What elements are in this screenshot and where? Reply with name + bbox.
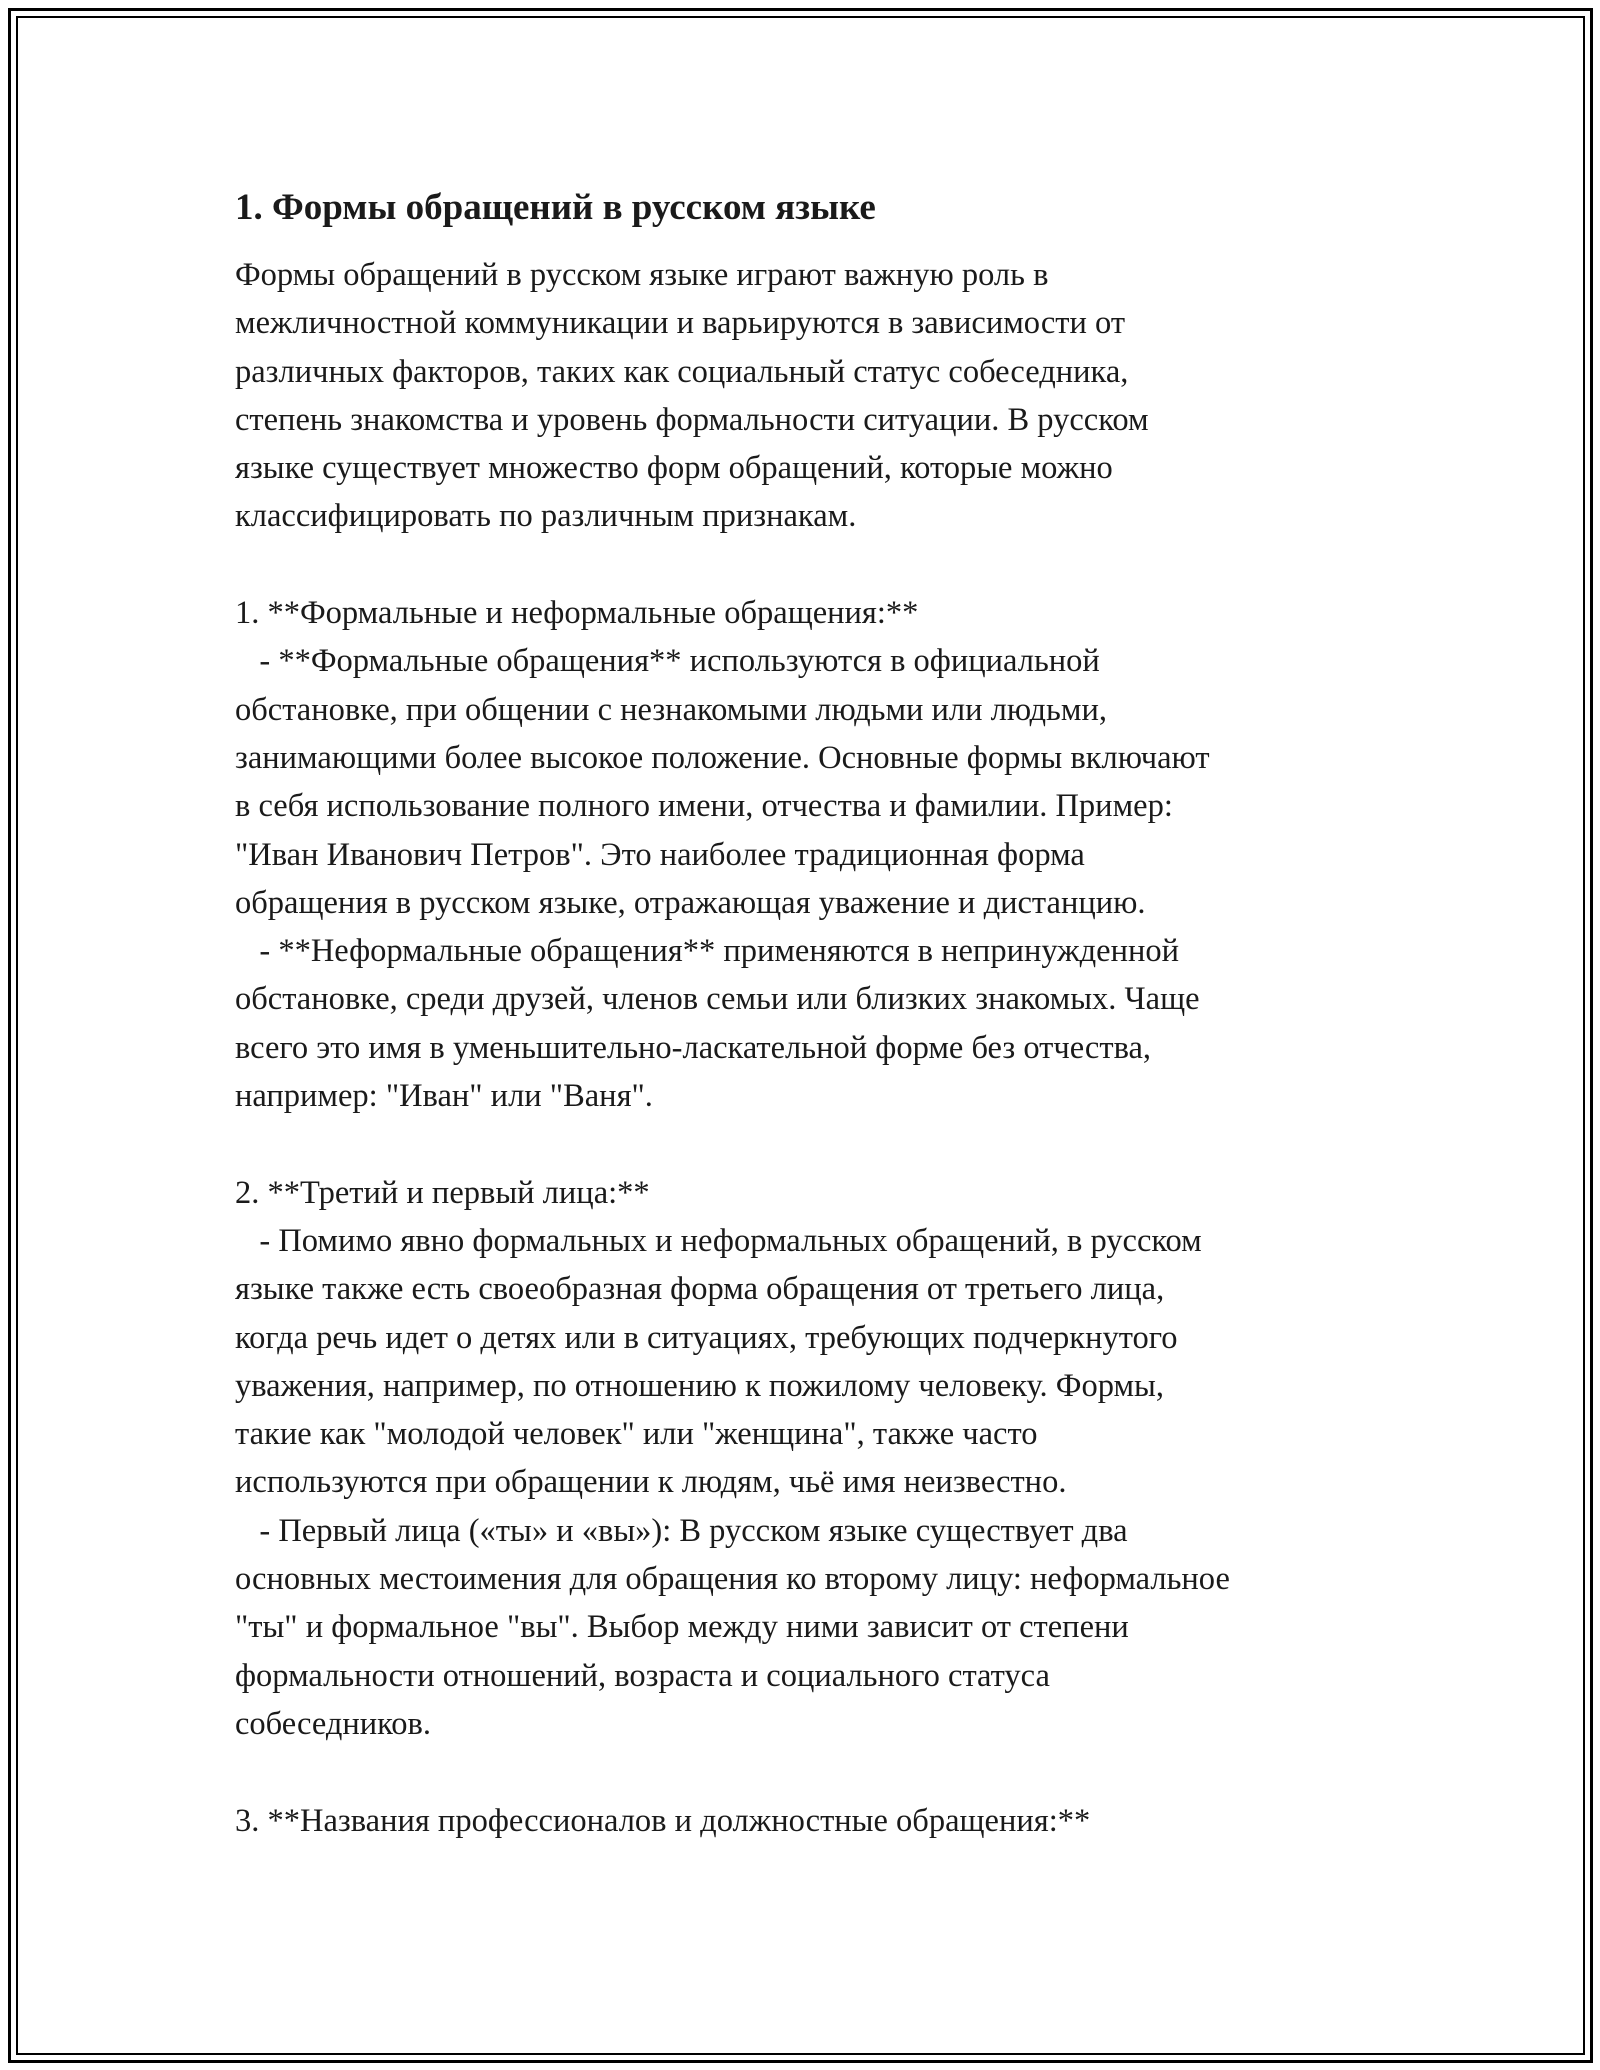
text-line: - Первый лица («ты» и «вы»): В русском языке существует два xyxy=(235,1512,1128,1549)
document-body xyxy=(235,185,1385,1845)
text-line: языке существует множество форм обращений, которые можно xyxy=(235,450,1113,487)
text-line: - **Формальные обращения** используются в официальной xyxy=(235,643,1100,680)
text-line: языке также есть своеобразная форма обращения от третьего лица, xyxy=(235,1271,1165,1308)
list-item-title: 2. **Третий и первый лица:** xyxy=(235,1174,650,1211)
text-line: основных местоимения для обращения ко второму лицу: неформальное xyxy=(235,1561,1230,1598)
text-line: различных факторов, таких как социальный статус собеседника, xyxy=(235,353,1129,390)
text-line: такие как "молодой человек" или "женщина", также часто xyxy=(235,1416,1038,1453)
text-line: в себя использование полного имени, отчества и фамилии. Пример: xyxy=(235,788,1173,825)
text-line: всего это имя в уменьшительно-ласкательной форме без отчества, xyxy=(235,1029,1152,1066)
list-item-professional-titles xyxy=(235,1797,1385,1845)
list-item-third-first-person xyxy=(235,1169,1385,1749)
text-line: обстановке, при общении с незнакомыми людьми или людьми, xyxy=(235,691,1107,728)
text-line: "ты" и формальное "вы". Выбор между ними зависит от степени xyxy=(235,1609,1129,1646)
text-line: собеседников. xyxy=(235,1705,432,1742)
text-line: формальности отношений, возраста и социального статуса xyxy=(235,1657,1050,1694)
text-line: Формы обращений в русском языке играют важную роль в xyxy=(235,257,1049,293)
list-item-formal-informal xyxy=(235,589,1385,1120)
text-line: степень знакомства и уровень формальности ситуации. В русском xyxy=(235,401,1149,438)
text-line: например: "Иван" или "Ваня". xyxy=(235,1078,653,1115)
paragraph-spacer xyxy=(235,541,1385,589)
paragraph-spacer xyxy=(235,1120,1385,1168)
section-heading: 1. Формы обращений в русском языке xyxy=(235,187,876,228)
text-line: занимающими более высокое положение. Основные формы включают xyxy=(235,739,1210,776)
text-line: классифицировать по различным признакам. xyxy=(235,498,857,535)
text-line: уважения, например, по отношению к пожилому человеку. Формы, xyxy=(235,1367,1165,1404)
paragraph-spacer xyxy=(235,1748,1385,1796)
text-line: обращения в русском языке, отражающая уважение и дистанцию. xyxy=(235,884,1146,921)
text-line: обстановке, среди друзей, членов семьи или близких знакомых. Чаще xyxy=(235,981,1200,1018)
text-line: - **Неформальные обращения** применяются в непринужденной xyxy=(235,933,1180,970)
text-line: используются при обращении к людям, чьё имя неизвестно. xyxy=(235,1464,1067,1501)
list-item-title: 3. **Названия профессионалов и должностные обращения:** xyxy=(235,1802,1091,1839)
text-line: - Помимо явно формальных и неформальных обращений, в русском xyxy=(235,1222,1202,1259)
list-item-title: 1. **Формальные и неформальные обращения:** xyxy=(235,595,919,632)
text-line: межличностной коммуникации и варьируются в зависимости от xyxy=(235,305,1126,342)
intro-paragraph xyxy=(235,251,1385,541)
text-line: когда речь идет о детях или в ситуациях, требующих подчеркнутого xyxy=(235,1319,1178,1356)
text-line: "Иван Иванович Петров". Это наиболее традиционная форма xyxy=(235,836,1085,873)
